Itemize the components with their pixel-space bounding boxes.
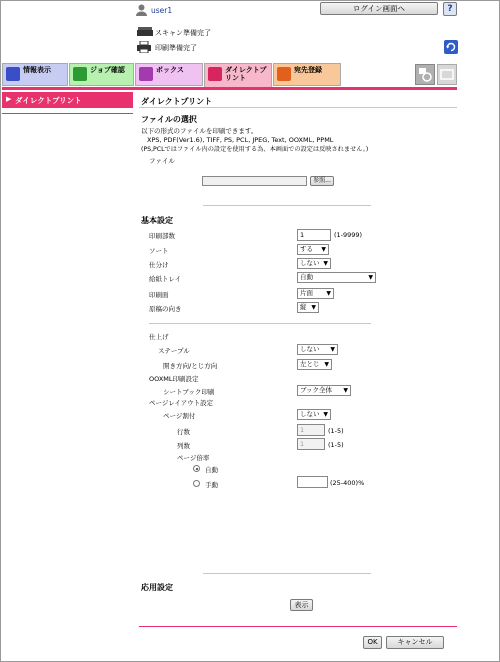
cols-range: (1-5) [328,441,344,449]
binding-value: 左とじ [300,360,320,368]
page-split-label: ページ割付 [163,412,196,420]
orient-value: 縦 [300,303,307,311]
chevron-down-icon: ▼ [311,304,316,311]
file-label: ファイル [149,157,175,165]
tab-accent-bar [2,87,457,90]
rows-range: (1-5) [328,427,344,435]
browse-button[interactable]: 参照... [310,176,334,186]
user-name[interactable]: user1 [151,6,173,15]
side-label: 印刷面 [149,291,169,299]
tray-value: 自動 [300,273,313,281]
box-icon [139,67,153,81]
chevron-down-icon: ▼ [321,246,326,253]
file-desc-3: (PS,PCLではファイル内の設定を使用する為、本画面での設定は反映されません。) [141,146,369,153]
finish-heading: 仕上げ [149,333,169,341]
printer-icon [137,41,151,53]
chevron-down-icon: ▼ [324,361,329,368]
page-split-select[interactable] [297,409,331,420]
print-status: 印刷準備完了 [155,44,197,52]
direct-print-icon [208,67,222,81]
tab-address[interactable] [273,63,341,86]
refresh-icon[interactable] [444,40,458,54]
help-button[interactable]: ? [443,2,457,16]
tab-box-label: ボックス [156,66,184,74]
manual-label: 手動 [205,481,218,489]
booklet-label: シートブック印刷 [163,388,215,396]
title-underline [139,107,457,108]
cancel-button[interactable]: キャンセル [386,636,444,649]
chevron-down-icon: ▼ [323,260,328,267]
tab-info-label: 情報表示 [23,66,51,74]
chevron-down-icon: ▼ [368,274,373,281]
scan-status: スキャン準備完了 [155,29,211,37]
manual-zoom-input[interactable] [297,476,328,488]
basic-settings-heading: 基本設定 [141,216,173,225]
copies-label: 印刷部数 [149,232,175,240]
scanner-icon [137,27,153,37]
divider-3 [203,573,371,574]
ooxml-label: OOXML印刷設定 [149,375,199,383]
info-icon [6,67,20,81]
file-section-heading: ファイルの選択 [141,115,197,124]
chevron-down-icon: ▼ [323,411,328,418]
side-select[interactable] [297,288,334,299]
orient-select[interactable] [297,302,319,313]
tray-label: 給紙トレイ [149,275,182,283]
divider-2 [149,323,371,324]
manual-range: (25-400)% [330,479,365,487]
ok-button[interactable]: OK [363,636,382,649]
binding-select[interactable] [297,359,332,370]
cols-input[interactable]: 1 [297,438,325,450]
group-select[interactable] [297,258,331,269]
tab-direct-print-label: ダイレクトプリント [225,66,267,82]
tray-select[interactable] [297,272,376,283]
staple-value: しない [300,345,320,353]
sidebar-item-direct-print[interactable] [2,92,133,108]
chevron-down-icon: ▼ [326,290,331,297]
copies-range: (1-9999) [334,231,363,239]
display-mode-icon[interactable] [437,64,457,85]
sort-label: ソート [149,247,169,255]
chevron-down-icon: ▼ [343,387,348,394]
group-value: しない [300,259,320,267]
tab-job-label: ジョブ確認 [90,66,125,74]
tab-info[interactable] [2,63,68,86]
staple-select[interactable] [297,344,338,355]
sort-select[interactable] [297,244,329,255]
sort-value: する [300,245,313,253]
sidebar-item-label: ダイレクトプリント [15,96,82,105]
rows-input[interactable]: 1 [297,424,325,436]
radio-dot-icon [196,468,198,470]
auto-label: 自動 [205,466,218,474]
group-label: 仕分け [149,261,169,269]
advanced-heading: 応用設定 [141,583,173,592]
manual-radio[interactable] [193,480,200,487]
tab-box[interactable] [135,63,203,86]
orient-label: 原稿の向き [149,305,182,313]
rows-label: 行数 [177,428,190,436]
side-value: 片面 [300,289,313,297]
login-screen-button[interactable]: ログイン画面へ [320,2,438,15]
tab-job[interactable] [69,63,134,86]
footer-accent-line [139,626,457,627]
sidebar-divider [2,113,133,114]
sidebar-arrow-icon: ▶ [6,95,12,103]
user-icon [136,4,147,16]
page-title: ダイレクトプリント [141,97,213,106]
booklet-select[interactable] [297,385,351,396]
zoom-label: ページ倍率 [177,454,210,462]
file-desc-1: 以下の形式のファイルを印刷できます。 [141,127,258,135]
divider-1 [203,205,371,206]
job-icon [73,67,87,81]
address-icon [277,67,291,81]
binding-label: 開き方向/とじ方向 [163,362,218,370]
tab-direct-print[interactable] [204,63,272,89]
page-layout-label: ページレイアウト設定 [149,399,214,407]
staple-label: ステープル [158,347,190,355]
booklet-value: ブック全体 [300,386,333,394]
file-path-input[interactable] [202,176,307,186]
settings-tool-icon[interactable] [415,64,435,85]
chevron-down-icon: ▼ [330,346,335,353]
page-split-value: しない [300,410,320,418]
auto-radio[interactable] [193,465,200,472]
copies-input[interactable]: 1 [297,229,331,241]
file-desc-2: XPS, PDF(Ver1.6), TIFF, PS, PCL, JPEG, Text, OOXML, PPML [147,136,334,144]
tab-address-label: 宛先登録 [294,66,322,74]
show-button[interactable]: 表示 [290,599,313,611]
cols-label: 列数 [177,442,190,450]
